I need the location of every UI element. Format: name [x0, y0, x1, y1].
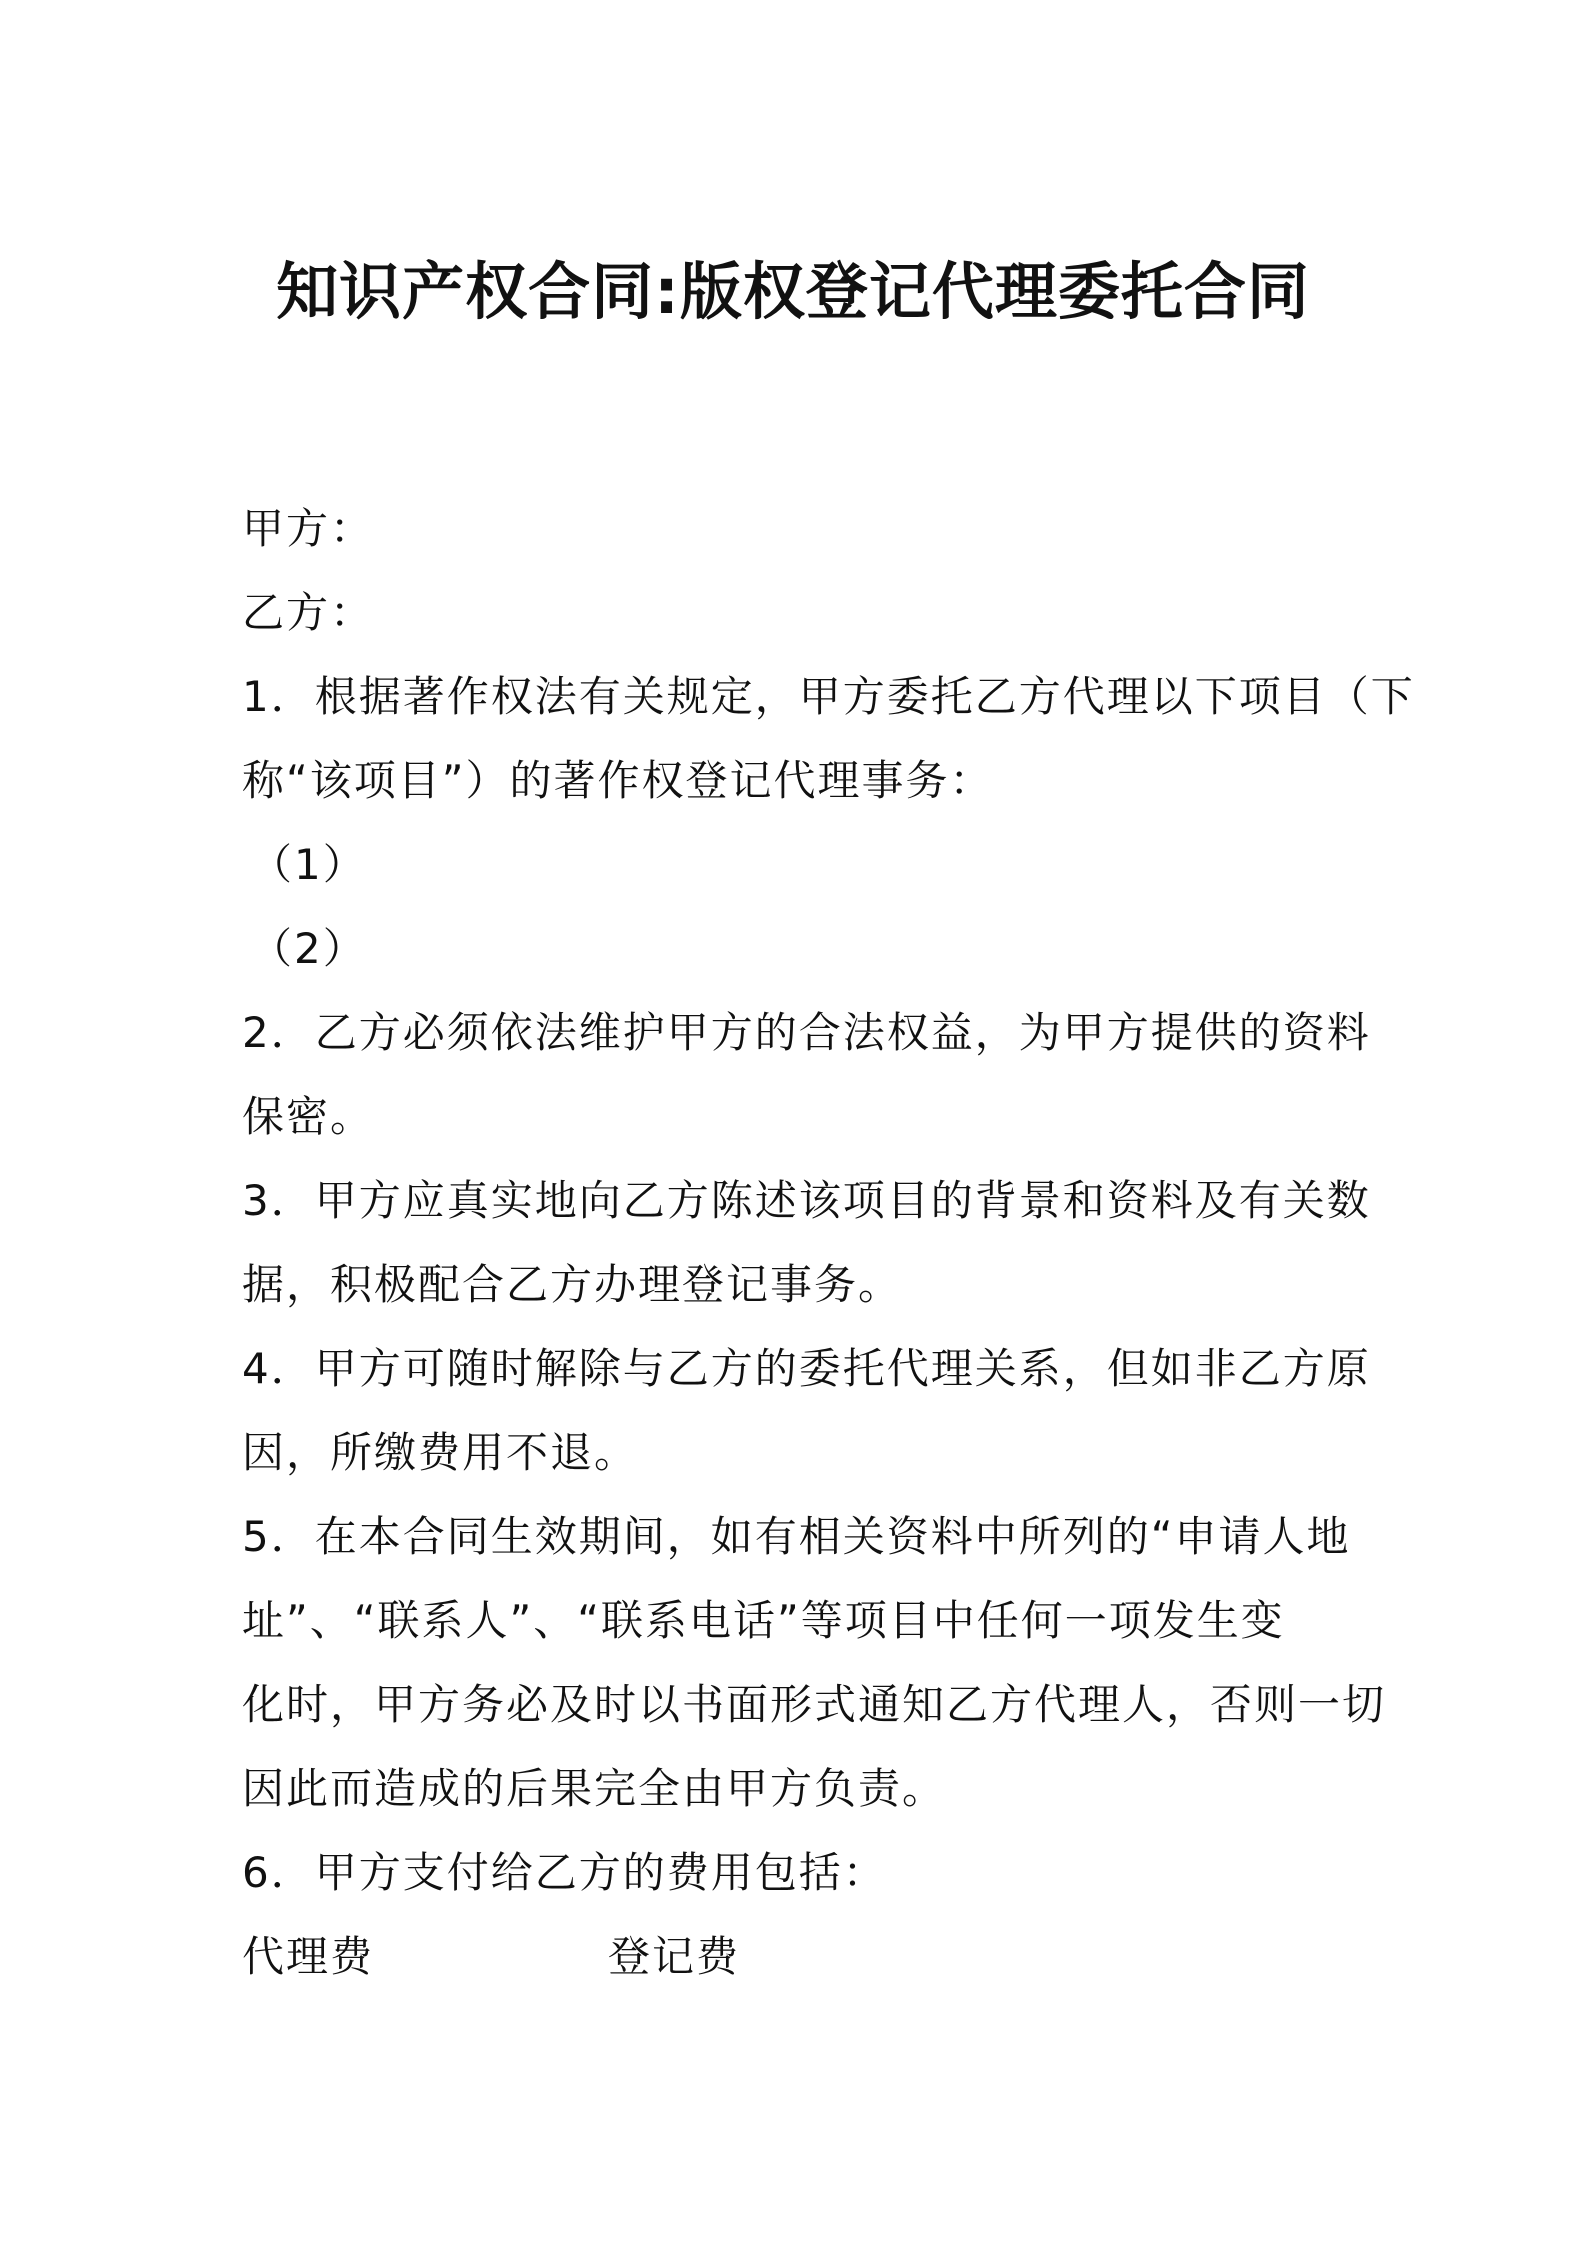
clause-5-line-1: 5．在本合同生效期间，如有相关资料中所列的“申请人地 — [242, 1512, 1351, 1561]
clause-2-line-1: 2．乙方必须依法维护甲方的合法权益，为甲方提供的资料 — [242, 1008, 1371, 1057]
clause-4-line-1: 4．甲方可随时解除与乙方的委托代理关系，但如非乙方原 — [242, 1344, 1371, 1393]
clause-5-line-3: 化时，甲方务必及时以书面形式通知乙方代理人，否则一切 — [242, 1680, 1387, 1729]
clause-1-line-1: 1．根据著作权法有关规定，甲方委托乙方代理以下项目（下 — [242, 672, 1415, 721]
sub-item-1: （1） — [250, 840, 367, 889]
clause-3-line-1: 3．甲方应真实地向乙方陈述该项目的背景和资料及有关数 — [242, 1176, 1371, 1225]
clause-1-line-2: 称“该项目”）的著作权登记代理事务： — [242, 756, 994, 805]
party-a-label: 甲方： — [242, 504, 375, 553]
agency-fee-label: 代理费 — [242, 1932, 375, 1981]
clause-5-line-2: 址”、“联系人”、“联系电话”等项目中任何一项发生变 — [242, 1596, 1285, 1645]
clause-6-line-1: 6．甲方支付给乙方的费用包括： — [242, 1848, 887, 1897]
clause-2-line-2: 保密。 — [242, 1092, 375, 1141]
clause-3-line-2: 据，积极配合乙方办理登记事务。 — [242, 1260, 903, 1309]
clause-5-line-4: 因此而造成的后果完全由甲方负责。 — [242, 1764, 947, 1813]
clause-4-line-2: 因，所缴费用不退。 — [242, 1428, 639, 1477]
registration-fee-label: 登记费 — [608, 1932, 741, 1981]
party-b-label: 乙方： — [242, 588, 375, 637]
document-title: 知识产权合同:版权登记代理委托合同 — [276, 255, 1310, 328]
sub-item-2: （2） — [250, 924, 367, 973]
